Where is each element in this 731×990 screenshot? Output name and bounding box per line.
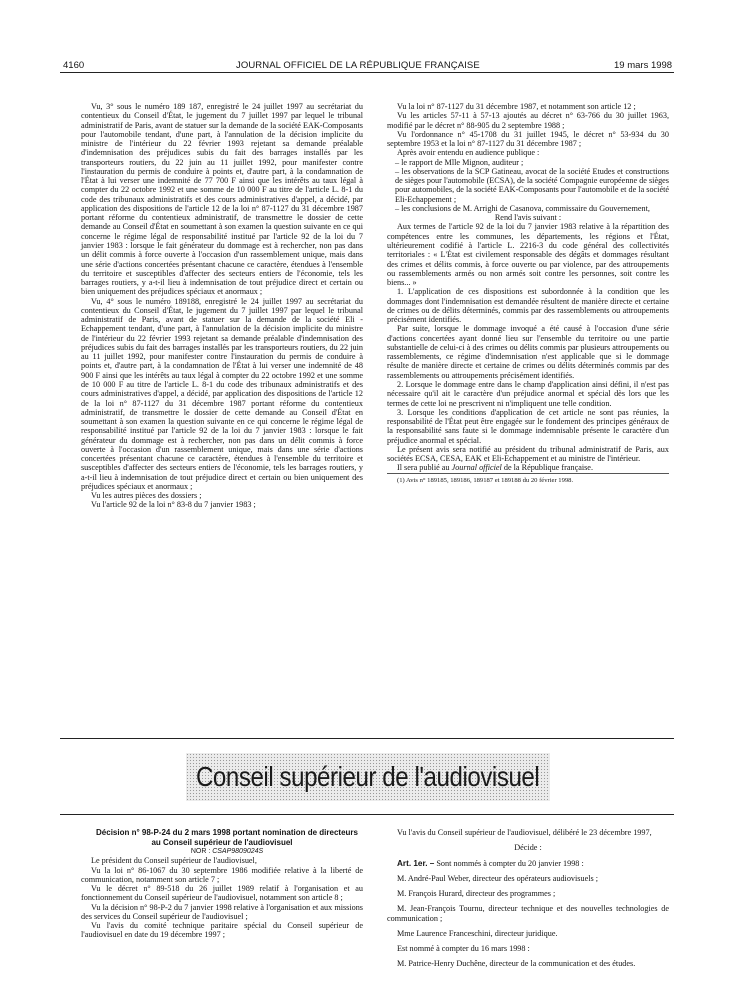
visa-paragraph: Vu le décret n° 89-518 du 26 juillet 1989 relatif à l'organisation et au fonctionnement du Conseil supérieur de l'audiovisuel, notamment son article 8 ;	[81, 884, 363, 903]
decision-title: Décision n° 98-P-24 du 2 mars 1998 portant nomination de directeurs au Conseil supérieur de l'audiovisuel	[96, 828, 358, 847]
paragraph: Vu les articles 57-11 à 57-13 ajoutés au décret n° 63-766 du 30 juillet 1963, modifié par le décret n° 88-905 du 2 septembre 1988 ;	[387, 111, 669, 130]
appointee: M. François Hurard, directeur des programmes ;	[397, 889, 556, 899]
publication-line: Il sera publié au Journal officiel de la République française.	[397, 463, 593, 473]
opinion-paragraph: 3. Lorsque les conditions d'application de cet article ne sont pas réunies, la responsabilité de l'État peut être engagée sur le fondement des principes généraux de la responsabilité sans faute si le dommage indemnisable présente le caractère d'un préjudice anormal et spécial.	[387, 407, 669, 445]
section-rule-top	[60, 738, 674, 739]
second-appointment-date: Est nommé à compter du 16 mars 1998 :	[397, 944, 530, 954]
visa-paragraph: Vu la loi n° 86-1067 du 30 septembre 1986 modifiée relative à la liberté de communication, notamment son article 7 ;	[81, 865, 363, 884]
hearing-item: – le rapport de Mlle Mignon, auditeur ;	[395, 157, 524, 167]
decision-intro: Vu l'avis du Conseil supérieur de l'audiovisuel, délibéré le 23 décembre 1997,	[397, 828, 652, 837]
opinion-paragraph: Le présent avis sera notifié au président du tribunal administratif de Paris, aux sociétés ECSA, CESA, EAK et Eli-Echappement et au ministre de l'intérieur.	[387, 444, 669, 464]
issue-date: 19 mars 1998	[614, 60, 673, 71]
article-1: Art. 1er. – Sont nommés à compter du 20 janvier 1998 :	[397, 858, 584, 868]
appointee: Mme Laurence Franceschini, directeur juridique.	[397, 928, 558, 938]
opinion-paragraph: Aux termes de l'article 92 de la loi du 7 janvier 1983 relative à la répartition des compétences entre les communes, les départements, les régions et l'État, ultérieurement codifié à l'article L. 2216-3 du code général des collectivités territoriales : « L'État est civilement responsable des dégâts et dommages résultant des crimes et délits commis, à force ouverte ou par violence, par des attroupements ou rassemblements armés ou non armés soit contre les personnes, soit contre les biens... »	[387, 222, 669, 288]
page-number: 4160	[63, 60, 85, 71]
decision-right-column	[387, 828, 669, 969]
section-banner	[186, 753, 550, 801]
left-column	[81, 102, 363, 510]
footnote: (1) Avis n° 189185, 189186, 189187 et 189188 du 20 février 1998.	[387, 473, 669, 485]
opinion-paragraph: Par suite, lorsque le dommage invoqué a été causé à l'occasion d'une série d'actions concertées ayant donné lieu sur l'ensemble du territoire ou une partie substantielle de celui-ci à des crimes ou délits commis par plusieurs attroupements ou rassemblements, ce régime d'indemnisation n'est applicable que si le dommage résulte de manière directe et certaine de crimes ou délits déterminés commis par des rassemblements ou attroupements précisément identifiés.	[387, 324, 669, 380]
opinion-paragraph: 1. L'application de ces dispositions est subordonnée à la condition que les dommages dont l'indemnisation est demandée résultent de manière directe et certaine de crimes ou de délits déterminés, commis par des rassemblements ou attroupements précisément identifiés.	[387, 287, 669, 325]
header-rule	[60, 72, 674, 73]
appointee: M. Jean-François Tournu, directeur technique et des nouvelles technologies de communication ;	[387, 904, 669, 923]
hearing-item: – les observations de la SCP Gatineau, avocat de la société Etudes et constructions de sièges pour l'automobile (ECSA), de la société Compagnie européenne de sièges pour automobiles, de la société EAK-Composants pour l'automobile et de la société Eli-Echappement ;	[395, 166, 669, 204]
paragraph: Vu l'article 92 de la loi n° 83-8 du 7 janvier 1983 ;	[91, 500, 256, 510]
visa-paragraph: Vu la décision n° 98-P-2 du 7 janvier 1998 relative à l'organisation et aux missions des services du Conseil supérieur de l'audiovisuel ;	[81, 902, 363, 921]
right-column	[387, 102, 669, 485]
appointee: M. Patrice-Henry Duchêne, directeur de la communication et des études.	[397, 959, 636, 969]
hearing-item: – les conclusions de M. Arrighi de Casanova, commissaire du Gouvernement,	[395, 203, 650, 213]
nor-line: NOR : CSAP9809024S	[190, 848, 264, 855]
paragraph: Vu, 4° sous le numéro 189188, enregistré le 24 juillet 1997 au secrétariat du contentieux du Conseil d'État, le jugement du 7 juillet 1997 par lequel le tribunal administratif de Paris, avant de statuer sur la demande de la société Eli - Echappement tendant, d'une part, à l'annulation de la décision implicite du ministre de l'intérieur du 22 février 1993 rejetant sa demande préalable d'indemnisation des préjudices subis du fait des barrages installés par les transporteurs routiers, du 22 juin au 11 juillet 1992, pour manifester contre l'instauration du permis de conduire à points et, d'autre part, à la condamnation de l'État à lui verser une indemnité de 48 900 F ainsi que les intérêts au taux légal à compter du 22 octobre 1992 et une somme de 10 000 F au titre de l'article L. 8-1 du code des tribunaux administratifs et des cours administratives d'appel, a décidé, par application des dispositions de l'article 12 de la loi n° 87-1127 du 31 décembre 1987 portant réforme du contentieux administratif, de transmettre le dossier de cette demande au Conseil d'État en soumettant à son examen la question suivante en ce qui concerne le régime légal de responsabilité institué par l'article 92 de la loi du 7 janvier 1983 : lorsque le fait générateur du dommage est à rechercher, non pas dans un délit commis à force ouverte à l'occasion d'un rassemblement unique, mais dans une série d'actions concertées présentant chacune ce caractère, étendues à l'ensemble du territoire et susceptibles d'affecter des secteurs entiers de l'économie, tels les barrages routiers, y a-t-il lieu à indemnisation de tout préjudice direct et certain ou bien uniquement des préjudices spéciaux et anormaux ;	[81, 296, 363, 491]
paragraph: Après avoir entendu en audience publique :	[397, 148, 540, 158]
paragraph: Vu les autres pièces des dossiers ;	[91, 491, 202, 501]
decide-heading: Décide :	[514, 843, 542, 853]
paragraph: Vu l'ordonnance n° 45-1708 du 31 juillet 1945, le décret n° 53-934 du 30 septembre 1953 et la loi n° 87-1127 du 31 décembre 1987 ;	[387, 129, 669, 149]
journal-title: JOURNAL OFFICIEL DE LA RÉPUBLIQUE FRANÇAISE	[236, 60, 480, 71]
paragraph: Vu, 3° sous le numéro 189 187, enregistré le 24 juillet 1997 au secrétariat du contentieux du Conseil d'État, le jugement du 7 juillet 1997 par lequel le tribunal administratif de Paris, avant de statuer sur la demande de la société EAK-Composants pour l'automobile tendant, d'une part, à l'annulation de la décision implicite du ministre de l'intérieur du 22 février 1993 rejetant sa demande préalable d'indemnisation des préjudices subis du fait des barrages installés par les transporteurs routiers, du 22 juin au 11 juillet 1992, pour manifester contre l'instauration du permis de conduire à points et, d'autre part, à la condamnation de l'État à lui verser une indemnité de 77 700 F ainsi que les intérêts au taux légal à compter du 22 octobre 1992 et une somme de 10 000 F au titre de l'article L. 8-1 du code des tribunaux administratifs et des cours administratives d'appel, a décidé, par application des dispositions de l'article 12 de la loi n° 87-1127 du 31 décembre 1987 portant réforme du contentieux administratif, de transmettre le dossier de cette demande au Conseil d'État en soumettant à son examen la question suivante en ce qui concerne le régime légal de responsabilité institué par l'article 92 de la loi du 7 janvier 1983 : lorsque le fait générateur du dommage est à rechercher, non pas dans un délit commis à force ouverte à l'occasion d'un rassemblement unique, mais dans une série d'actions concertées présentant chacune ce caractère, étendues à l'ensemble du territoire et susceptibles d'affecter des secteurs entiers de l'économie, tels les barrages routiers, y a-t-il lieu à indemnisation de tout préjudice direct et certain ou bien uniquement des préjudices spéciaux et anormaux ;	[81, 102, 363, 297]
visa-paragraph: Le président du Conseil supérieur de l'audiovisuel,	[91, 856, 257, 866]
visa-paragraph: Vu l'avis du comité technique paritaire spécial du Conseil supérieur de l'audiovisuel en date du 19 décembre 1997 ;	[81, 921, 363, 940]
paragraph: Vu la loi n° 87-1127 du 31 décembre 1987, et notamment son article 12 ;	[397, 102, 636, 111]
section-banner-title: Conseil supérieur de l'audiovisuel	[196, 761, 540, 792]
rend-avis-heading: Rend l'avis suivant :	[494, 213, 562, 223]
page-header	[0, 0, 731, 70]
opinion-paragraph: 2. Lorsque le dommage entre dans le champ d'application ainsi défini, il n'est pas nécessaire qu'il ait le caractère d'un préjudice anormal et spécial dès lors que les termes de cette loi ne prescrivent ni n'impliquent une telle condition.	[387, 379, 669, 408]
section-rule-bottom	[60, 814, 674, 815]
decision-left-column	[81, 828, 363, 940]
appointee: M. André-Paul Weber, directeur des opérateurs audiovisuels ;	[397, 873, 598, 883]
